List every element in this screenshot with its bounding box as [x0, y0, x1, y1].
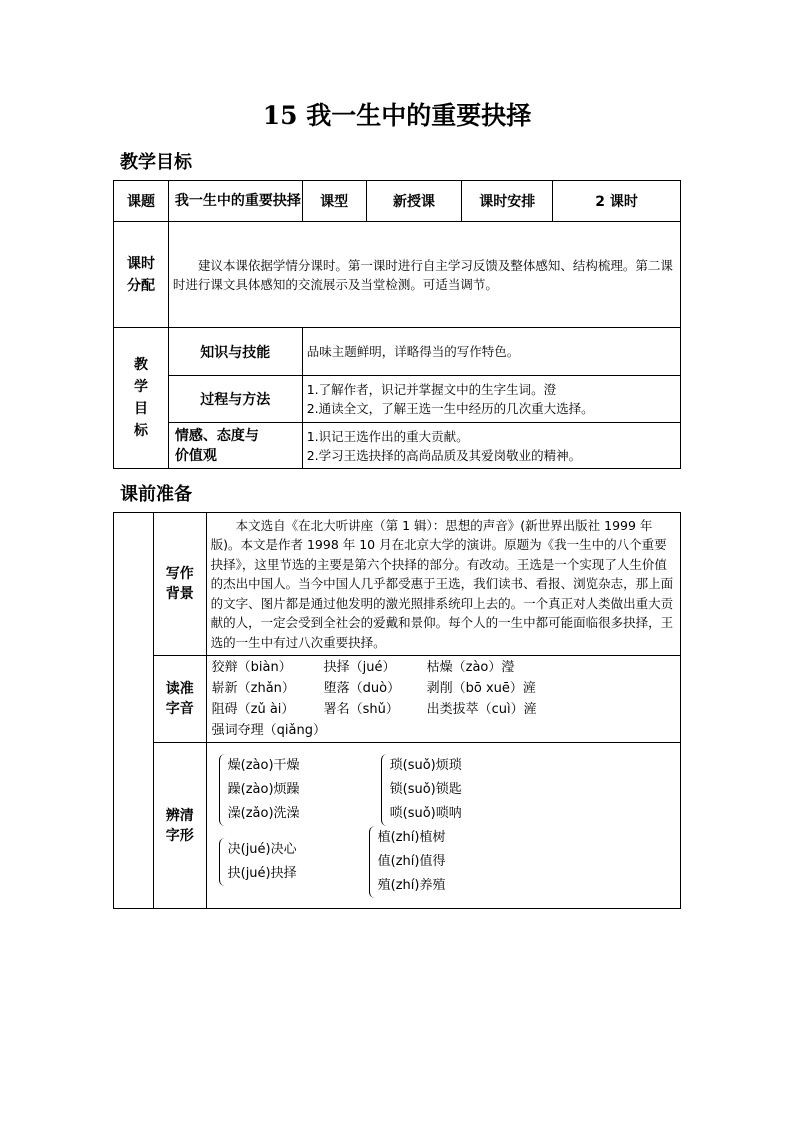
brace-icon — [369, 826, 376, 898]
objective-name-knowledge: 知识与技能 — [168, 328, 302, 376]
allocation-label-line2: 分配 — [126, 277, 155, 294]
shape-item: 植(zhí)植树 — [377, 829, 446, 845]
allocation-label — [114, 222, 169, 328]
objectives-label — [114, 328, 169, 469]
shape-group-jue — [219, 838, 297, 886]
objective-emotion-content — [302, 423, 680, 469]
allocation-cell — [168, 222, 680, 328]
prep-empty-column — [114, 513, 154, 909]
teaching-goals-table — [113, 180, 681, 469]
objective-process-line-1: 1.了解作者，识记并掌握文中的生字生词。澄 — [306, 382, 557, 397]
pronunciation-row — [207, 699, 680, 720]
objective-emotion-line-2: 2.学习王选抉择的高尚品质及其爱岗敬业的精神。 — [306, 447, 582, 463]
objective-knowledge-line-1: 品味主题鲜明，详略得当的写作特色。 — [306, 344, 520, 359]
pronunciation-label-line2: 字音 — [165, 701, 194, 717]
shapes-label — [153, 743, 206, 909]
objectives-char-4: 标 — [133, 423, 148, 439]
background-label — [153, 513, 206, 656]
topic-value: 我一生中的重要抉择 — [168, 181, 302, 222]
allocation-text: 建议本课依据学情分课时。第一课时进行自主学习反馈及整体感知、结构梳理。第二课时进行课文具体感知的交流展示及当堂检测。可适当调节。 — [172, 257, 673, 292]
objective-name-emotion — [168, 423, 302, 469]
objectives-char-2: 学 — [133, 379, 148, 395]
shape-group-zao — [219, 754, 369, 826]
pronunciation-cell — [206, 656, 680, 743]
shape-item: 抉(jué)抉择 — [227, 865, 297, 881]
background-text: 本文选自《在北大听讲座（第 1 辑）：思想的声音》(新世界出版社 1999 年版)。本文是作者 1998 年 10 月在北京大学的演讲。原题为《我一生中的八个重要抉择》，这里节选的主要是第六个抉择的部分。有改动。王选是一个实现了人生价值的杰出中国人。当今中国人几乎都受惠于王选，我们读书、看报、浏览杂志，那上面的文字、图片都是通过他发明的激光照排系统印上去的。一个真正对人类做出重大贡献的人，一定会受到全社会的爱戴和景仰。每个人的一生中都可能面临很多抉择，王选的一生中有过八次重要抉择。 — [210, 517, 674, 650]
pronunciation-item: 狡辩（biàn） — [211, 660, 292, 675]
shape-item: 决(jué)决心 — [227, 841, 297, 857]
shapes-label-line2: 字形 — [165, 827, 194, 844]
pronunciation-item: 署名（shǔ） — [323, 702, 399, 717]
background-label-line1: 写作 — [165, 566, 194, 582]
shape-item: 澡(zǎo)洗澡 — [227, 805, 300, 821]
topic-label: 课题 — [114, 181, 169, 222]
pronunciation-row — [207, 720, 680, 741]
objectives-char-1: 教 — [133, 357, 148, 373]
shape-item: 躁(zào)烦躁 — [227, 781, 300, 797]
objective-name-emotion-line1: 情感、态度与 — [174, 427, 259, 444]
schedule-label: 课时安排 — [462, 181, 553, 222]
objectives-char-3: 目 — [133, 401, 148, 417]
shapes-bottom-row — [207, 826, 680, 902]
brace-icon — [219, 754, 226, 826]
section-heading-goals: 教学目标 — [120, 152, 192, 173]
pronunciation-item: 枯燥（zào）瀅 — [426, 660, 515, 675]
pronunciation-item: 出类拔萃（cuì）滻 — [426, 702, 537, 717]
shape-item: 唢(suǒ)唢呐 — [389, 805, 462, 821]
shape-item: 锁(suǒ)锁匙 — [389, 781, 462, 797]
shapes-label-line1: 辨清 — [165, 807, 194, 824]
pronunciation-row — [207, 678, 680, 699]
page-title: 15 我一生中的重要抉择 — [262, 101, 532, 130]
objective-name-process: 过程与方法 — [168, 376, 302, 423]
pronunciation-label — [153, 656, 206, 743]
pronunciation-item: 剥削（bō xuē）滻 — [426, 681, 536, 696]
pronunciation-label-line1: 读准 — [165, 681, 194, 697]
allocation-label-line1: 课时 — [126, 255, 155, 272]
shapes-cell — [206, 743, 680, 909]
pronunciation-item: 强词夺理（qiǎng） — [211, 723, 326, 738]
objective-process-line-2: 2.通读全文，了解王选一生中经历的几次重大选择。 — [306, 401, 594, 416]
brace-icon — [381, 754, 388, 826]
objective-emotion-line-1: 1.识记王选作出的重大贡献。 — [306, 428, 469, 444]
preparation-table — [113, 512, 681, 909]
section-heading-prep: 课前准备 — [120, 484, 192, 505]
objective-name-emotion-line2: 价值观 — [174, 447, 217, 464]
pronunciation-item: 崭新（zhǎn） — [211, 681, 295, 696]
shapes-top-row — [207, 750, 680, 826]
shape-group-suo — [381, 754, 462, 826]
shape-item: 琐(suǒ)烦琐 — [389, 757, 462, 773]
background-cell — [206, 513, 680, 656]
pronunciation-item: 阻碍（zǔ ài） — [211, 702, 295, 717]
type-value: 新授课 — [366, 181, 462, 222]
schedule-value: 2 课时 — [553, 181, 681, 222]
shape-item: 燥(zào)干燥 — [227, 757, 300, 773]
pronunciation-item: 堕落（duò） — [323, 681, 401, 696]
shape-item: 殖(zhí)养殖 — [377, 877, 446, 893]
shape-item: 值(zhí)值得 — [377, 853, 446, 869]
background-label-line2: 背景 — [165, 586, 194, 602]
pronunciation-item: 抉择（jué） — [323, 660, 396, 675]
brace-icon — [219, 838, 226, 886]
objective-knowledge-content — [302, 328, 680, 376]
objective-process-content — [302, 376, 680, 423]
type-label: 课型 — [302, 181, 366, 222]
shape-group-zhi — [369, 826, 446, 898]
pronunciation-row — [207, 657, 680, 678]
